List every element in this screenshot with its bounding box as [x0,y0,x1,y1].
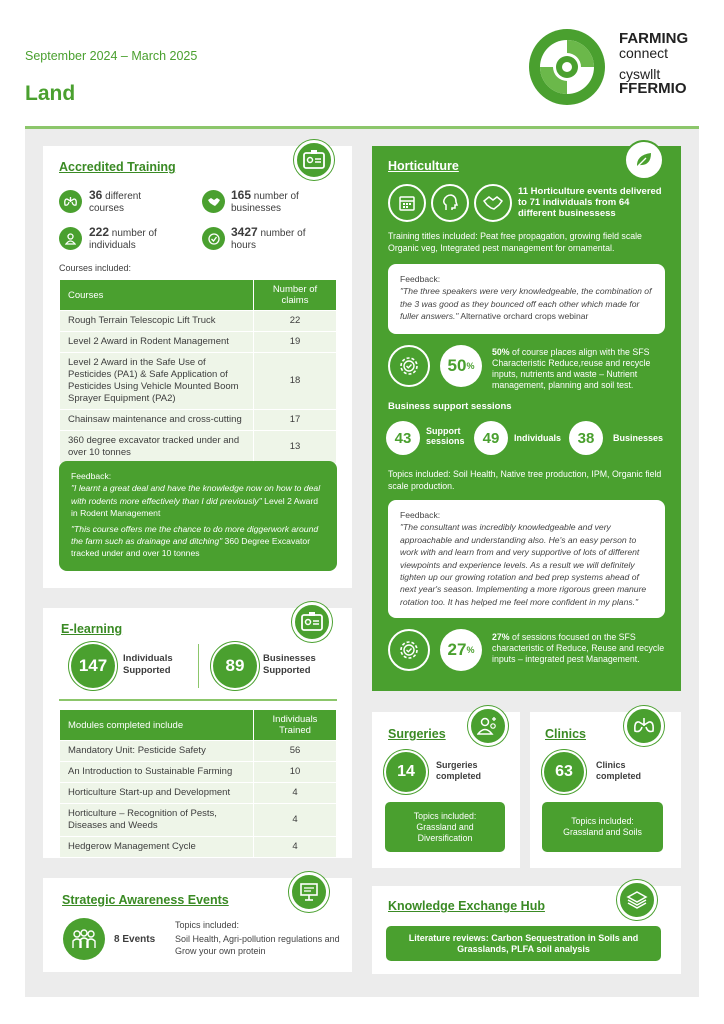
stat2-bold: 27% [492,632,510,642]
horticulture-feedback2-quote: "The consultant was incredibly knowledgeable and very approachable and understanding also. He's an easy person to work with and learn from and very supportive of lots of different viewpoints and experience levels. As a result we will definitely tighten up our growing rotation and bed prep systems ahead of next year's season. Implementing a more rigorous green manure rotation too. It has helped me feel more confident in my plans." [400,522,647,607]
date-range: September 2024 – March 2025 [25,49,198,63]
course-name: 360 degree excavator tracked under and over 10 tonnes [60,431,254,464]
courses-table-header-claims: Number of claims [254,280,337,311]
strategic-topics-list: Soil Health, Agri-pollution regulations and Grow your own protein [175,934,340,956]
strategic-title: Strategic Awareness Events [62,893,229,907]
courses-included-label: Courses included: [59,263,132,273]
module-name: Horticulture – Recognition of Pests, Diseases and Weeds [60,804,254,837]
table-row [60,804,337,837]
businesses-label2: Supported [263,665,311,676]
strategic-topics [175,919,343,957]
farming-connect-logo [526,26,708,108]
table-row [60,353,337,410]
course-claims: 19 [254,332,337,353]
percent-50-value: 50 [447,356,467,375]
clinics-title: Clinics [545,727,586,741]
stat-individuals-label-b: individuals [89,240,136,251]
surgeries-label2: completed [436,771,482,781]
gear-check-icon [388,345,430,387]
module-name: An Introduction to Sustainable Farming [60,762,254,783]
logo-line4: FFERMIO [619,80,687,97]
businesses-count: 38 [569,421,603,455]
stat1-description [492,347,667,391]
stat-businesses-value: 165 [231,188,252,202]
modules-table-header-module: Modules completed include [60,710,254,741]
elearning-panel [43,608,352,858]
module-name: Horticulture Start-up and Development [60,783,254,804]
presentation-icon [289,872,329,912]
horticulture-summary: 11 Horticulture events delivered to 71 individuals from 64 different businessess [518,186,662,219]
accredited-training-panel [43,146,352,588]
training-feedback-heading: Feedback: [71,471,112,481]
individuals-label1: Individuals [123,653,173,664]
horticulture-feedback2-heading: Feedback: [400,510,441,520]
module-trained: 4 [254,837,337,858]
stat-courses-label-a: different [102,191,142,202]
stat-individuals [89,226,157,252]
table-row [60,410,337,431]
strategic-awareness-panel [43,878,352,972]
businesses-label1: Businesses [263,653,316,664]
courses-table-header-course: Courses [60,280,254,311]
stat-courses-value: 36 [89,188,103,202]
course-claims: 18 [254,353,337,410]
course-name: Level 2 Award in Rodent Management [60,332,254,353]
clock-icon [202,227,225,250]
handshake-icon [202,190,225,213]
page-title: Land [25,82,76,105]
clinics-topics: Topics included: Grassland and Soils [542,802,663,852]
table-row [60,311,337,332]
percent-27-unit: % [466,645,475,655]
course-name: Level 2 Award in the Safe Use of Pesticides (PA1) & Safe Application of Pesticides Using Vehicle Mounted Boom Sprayer Equipment (PA2) [60,353,254,410]
clinics-label [596,760,641,782]
businesses-count: 89 [213,644,257,688]
individuals-count: 147 [71,644,115,688]
course-claims: 17 [254,410,337,431]
gear-check-icon [388,629,430,671]
courses-table [59,279,337,464]
table-row [60,741,337,762]
horticulture-feedback2 [388,500,665,618]
table-row [60,783,337,804]
horticulture-feedback1 [388,264,665,334]
training-feedback-box [59,461,337,571]
stat-courses-label-b: courses [89,203,125,214]
stat1-bold: 50% [492,347,510,357]
person-icon [59,227,82,250]
modules-table [59,709,337,858]
stat-businesses-label-a: number of [251,191,299,202]
training-feedback-quote1: "I learnt a great deal and have the knowledge now on how to deal with rodents more effectively than I did previously" [71,483,321,506]
knowledge-hub-panel [372,886,681,974]
stat-hours-value: 3427 [231,225,258,239]
sessions-label: Support sessions [426,426,465,446]
stat-hours-label-b: hours [231,240,257,251]
course-claims: 22 [254,311,337,332]
percent-50-unit: % [466,361,475,371]
surgeries-panel [372,712,520,868]
clinics-label2: completed [596,771,642,781]
module-trained: 56 [254,741,337,762]
module-trained: 4 [254,804,337,837]
clinics-panel [530,712,681,868]
business-support-heading: Business support sessions [388,401,512,412]
stat-businesses-label-b: businesses [231,203,282,214]
training-feedback-source1: Level 2 Award in Rodent Management [71,495,318,519]
table-row [60,332,337,353]
surgeries-title: Surgeries [388,727,446,741]
stat-divider [198,644,199,688]
head-icon [431,184,469,222]
logo-line3: cyswllt [619,66,661,82]
logo-line1: FARMING [619,30,689,47]
clinics-label1: Clinics [596,760,626,770]
course-name: Chainsaw maintenance and cross-cutting [60,410,254,431]
sessions-count: 43 [386,421,420,455]
table-row [60,762,337,783]
accredited-training-title: Accredited Training [59,160,176,174]
module-name: Mandatory Unit: Pesticide Safety [60,741,254,762]
module-trained: 4 [254,783,337,804]
horticulture-feedback1-heading: Feedback: [400,274,441,284]
stat-courses [89,189,141,215]
section-divider [59,699,337,701]
horticulture-panel [372,146,681,691]
logo-swirl-icon [526,26,608,108]
percent-27 [440,629,482,671]
person-add-icon [468,706,508,746]
handshake-icon [474,184,512,222]
lungs-icon [59,190,82,213]
lungs-icon [624,706,664,746]
horticulture-feedback1-source: Alternative orchard crops webinar [458,311,589,322]
surgeries-label [436,760,481,782]
stat-individuals-label-a: number of [109,228,157,239]
individuals-label [123,653,173,677]
surgeries-topics: Topics included: Grassland and Diversification [385,802,505,852]
businesses-label [263,653,316,677]
training-titles: Training titles included: Peat free propagation, growing field scale Organic veg, Integrated pest management for ornamental. [388,231,642,253]
events-count: 8 Events [114,934,156,945]
table-row [60,837,337,858]
percent-50 [440,345,482,387]
horticulture-feedback1-quote: "The three speakers were very knowledgeable, the combination of the 3 was good as they bounced off each other which made for fuller answers." [400,286,652,322]
leaf-icon [624,140,664,180]
stat-hours [231,226,306,252]
module-name: Hedgerow Management Cycle [60,837,254,858]
group-icon [63,918,105,960]
modules-table-header-trained: Individuals Trained [254,710,337,741]
percent-27-value: 27 [447,640,467,659]
certificate-icon [294,140,334,180]
stat2-text: of sessions focused on the SFS characteristic of Reduce, Reuse and recycle inputs – integrated pest Management. [492,632,665,664]
elearning-title: E-learning [61,622,123,636]
individuals-count: 49 [474,421,508,455]
table-row [60,431,337,464]
course-name: Rough Terrain Telescopic Lift Truck [60,311,254,332]
calendar-icon [388,184,426,222]
knowledge-hub-text: Literature reviews: Carbon Sequestration in Soils and Grasslands, PLFA soil analysis [386,926,661,961]
certificate-icon [292,602,332,642]
horticulture-title: Horticulture [388,159,459,173]
horticulture-topics: Topics included: Soil Health, Native tree production, IPM, Organic field scale production. [388,469,662,491]
surgeries-count: 14 [386,752,426,792]
knowledge-hub-title: Knowledge Exchange Hub [388,899,545,913]
training-feedback-quote2: "This course offers me the chance to do more diggerwork around the farm such as drainage and ditching" [71,523,319,547]
surgeries-label1: Surgeries [436,760,478,770]
stat2-description [492,632,667,665]
logo-line2: connect [619,45,669,61]
stat1-text: of course places align with the SFS Characteristic Reduce,reuse and recycle inputs, nutrients and waste – Nutrient management, planning and soil test. [492,347,651,390]
businesses-label: Businesses [613,433,664,443]
individuals-label2: Supported [123,665,171,676]
strategic-topics-heading: Topics included: [175,920,240,930]
stat-individuals-value: 222 [89,225,110,239]
stat-hours-label-a: number of [257,228,306,239]
training-feedback-source2: 360 Degree Excavator tracked under and over 10 tonnes [71,536,311,559]
stat-businesses [231,189,299,215]
layers-icon [617,880,657,920]
course-claims: 13 [254,431,337,464]
individuals-label: Individuals [514,433,562,443]
clinics-count: 63 [544,752,584,792]
module-trained: 10 [254,762,337,783]
